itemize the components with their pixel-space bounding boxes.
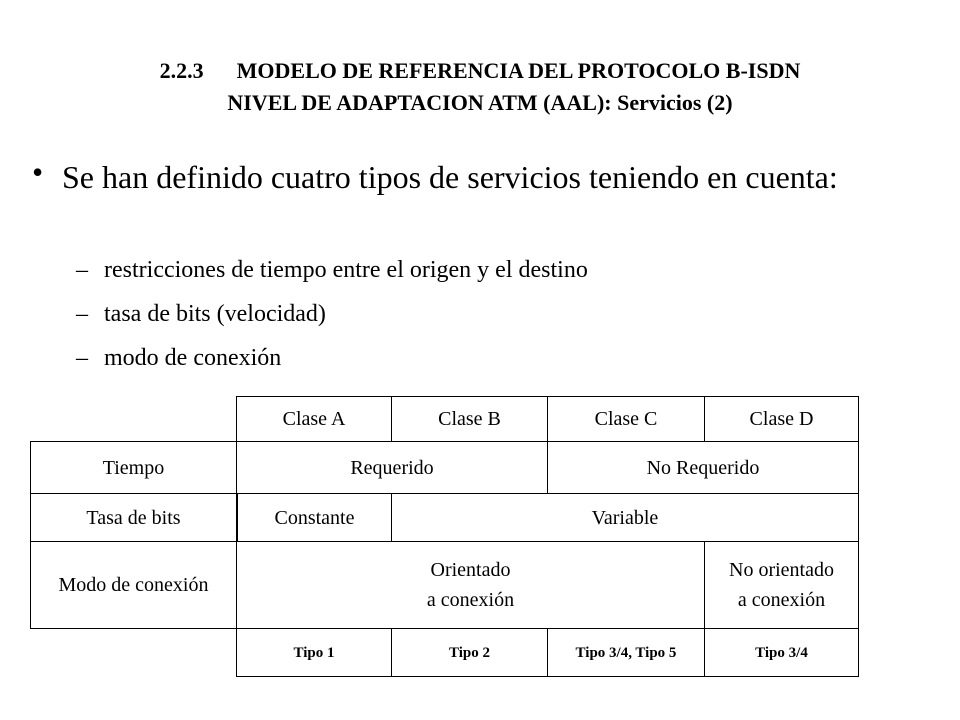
sub-point-1: restricciones de tiempo entre el origen y el destino [104, 257, 588, 283]
sub-point-2: tasa de bits (velocidad) [104, 301, 326, 327]
bullet-icon: • [32, 154, 44, 190]
main-point: Se han definido cuatro tipos de servicios teniendo en cuenta: [62, 159, 838, 195]
dash-icon: – [76, 301, 88, 327]
class-b-header: Clase B [391, 396, 548, 442]
row-label-tasa-de-bits: Tasa de bits [30, 493, 237, 542]
row-label-tiempo: Tiempo [30, 441, 237, 494]
tipo-clase-d: Tipo 3/4 [704, 628, 859, 677]
modo-orientado-a-conexion: Orientado a conexión [236, 541, 705, 629]
dash-icon: – [76, 257, 88, 283]
row-label-modo-de-conexion: Modo de conexión [30, 541, 237, 629]
title-line-1: MODELO DE REFERENCIA DEL PROTOCOLO B-ISDN [236, 58, 801, 83]
class-d-header: Clase D [704, 396, 859, 442]
tipo-clase-c: Tipo 3/4, Tipo 5 [547, 628, 705, 677]
modo-no-orientado-a-conexion: No orientado a conexión [704, 541, 859, 629]
slide-title-line-1 [0, 60, 960, 82]
tipo-clase-a: Tipo 1 [236, 628, 392, 677]
sub-point-3: modo de conexión [104, 345, 282, 371]
tasa-variable: Variable [391, 493, 859, 542]
tiempo-no-requerido: No Requerido [547, 441, 859, 494]
section-number: 2.2.3 [159, 58, 204, 83]
class-a-header: Clase A [236, 396, 392, 442]
dash-icon: – [76, 345, 88, 371]
tiempo-requerido: Requerido [236, 441, 548, 494]
tipo-clase-b: Tipo 2 [391, 628, 548, 677]
title-line-2: NIVEL DE ADAPTACION ATM (AAL): Servicios (2) [227, 90, 733, 115]
tasa-constante: Constante [236, 493, 392, 542]
class-c-header: Clase C [547, 396, 705, 442]
